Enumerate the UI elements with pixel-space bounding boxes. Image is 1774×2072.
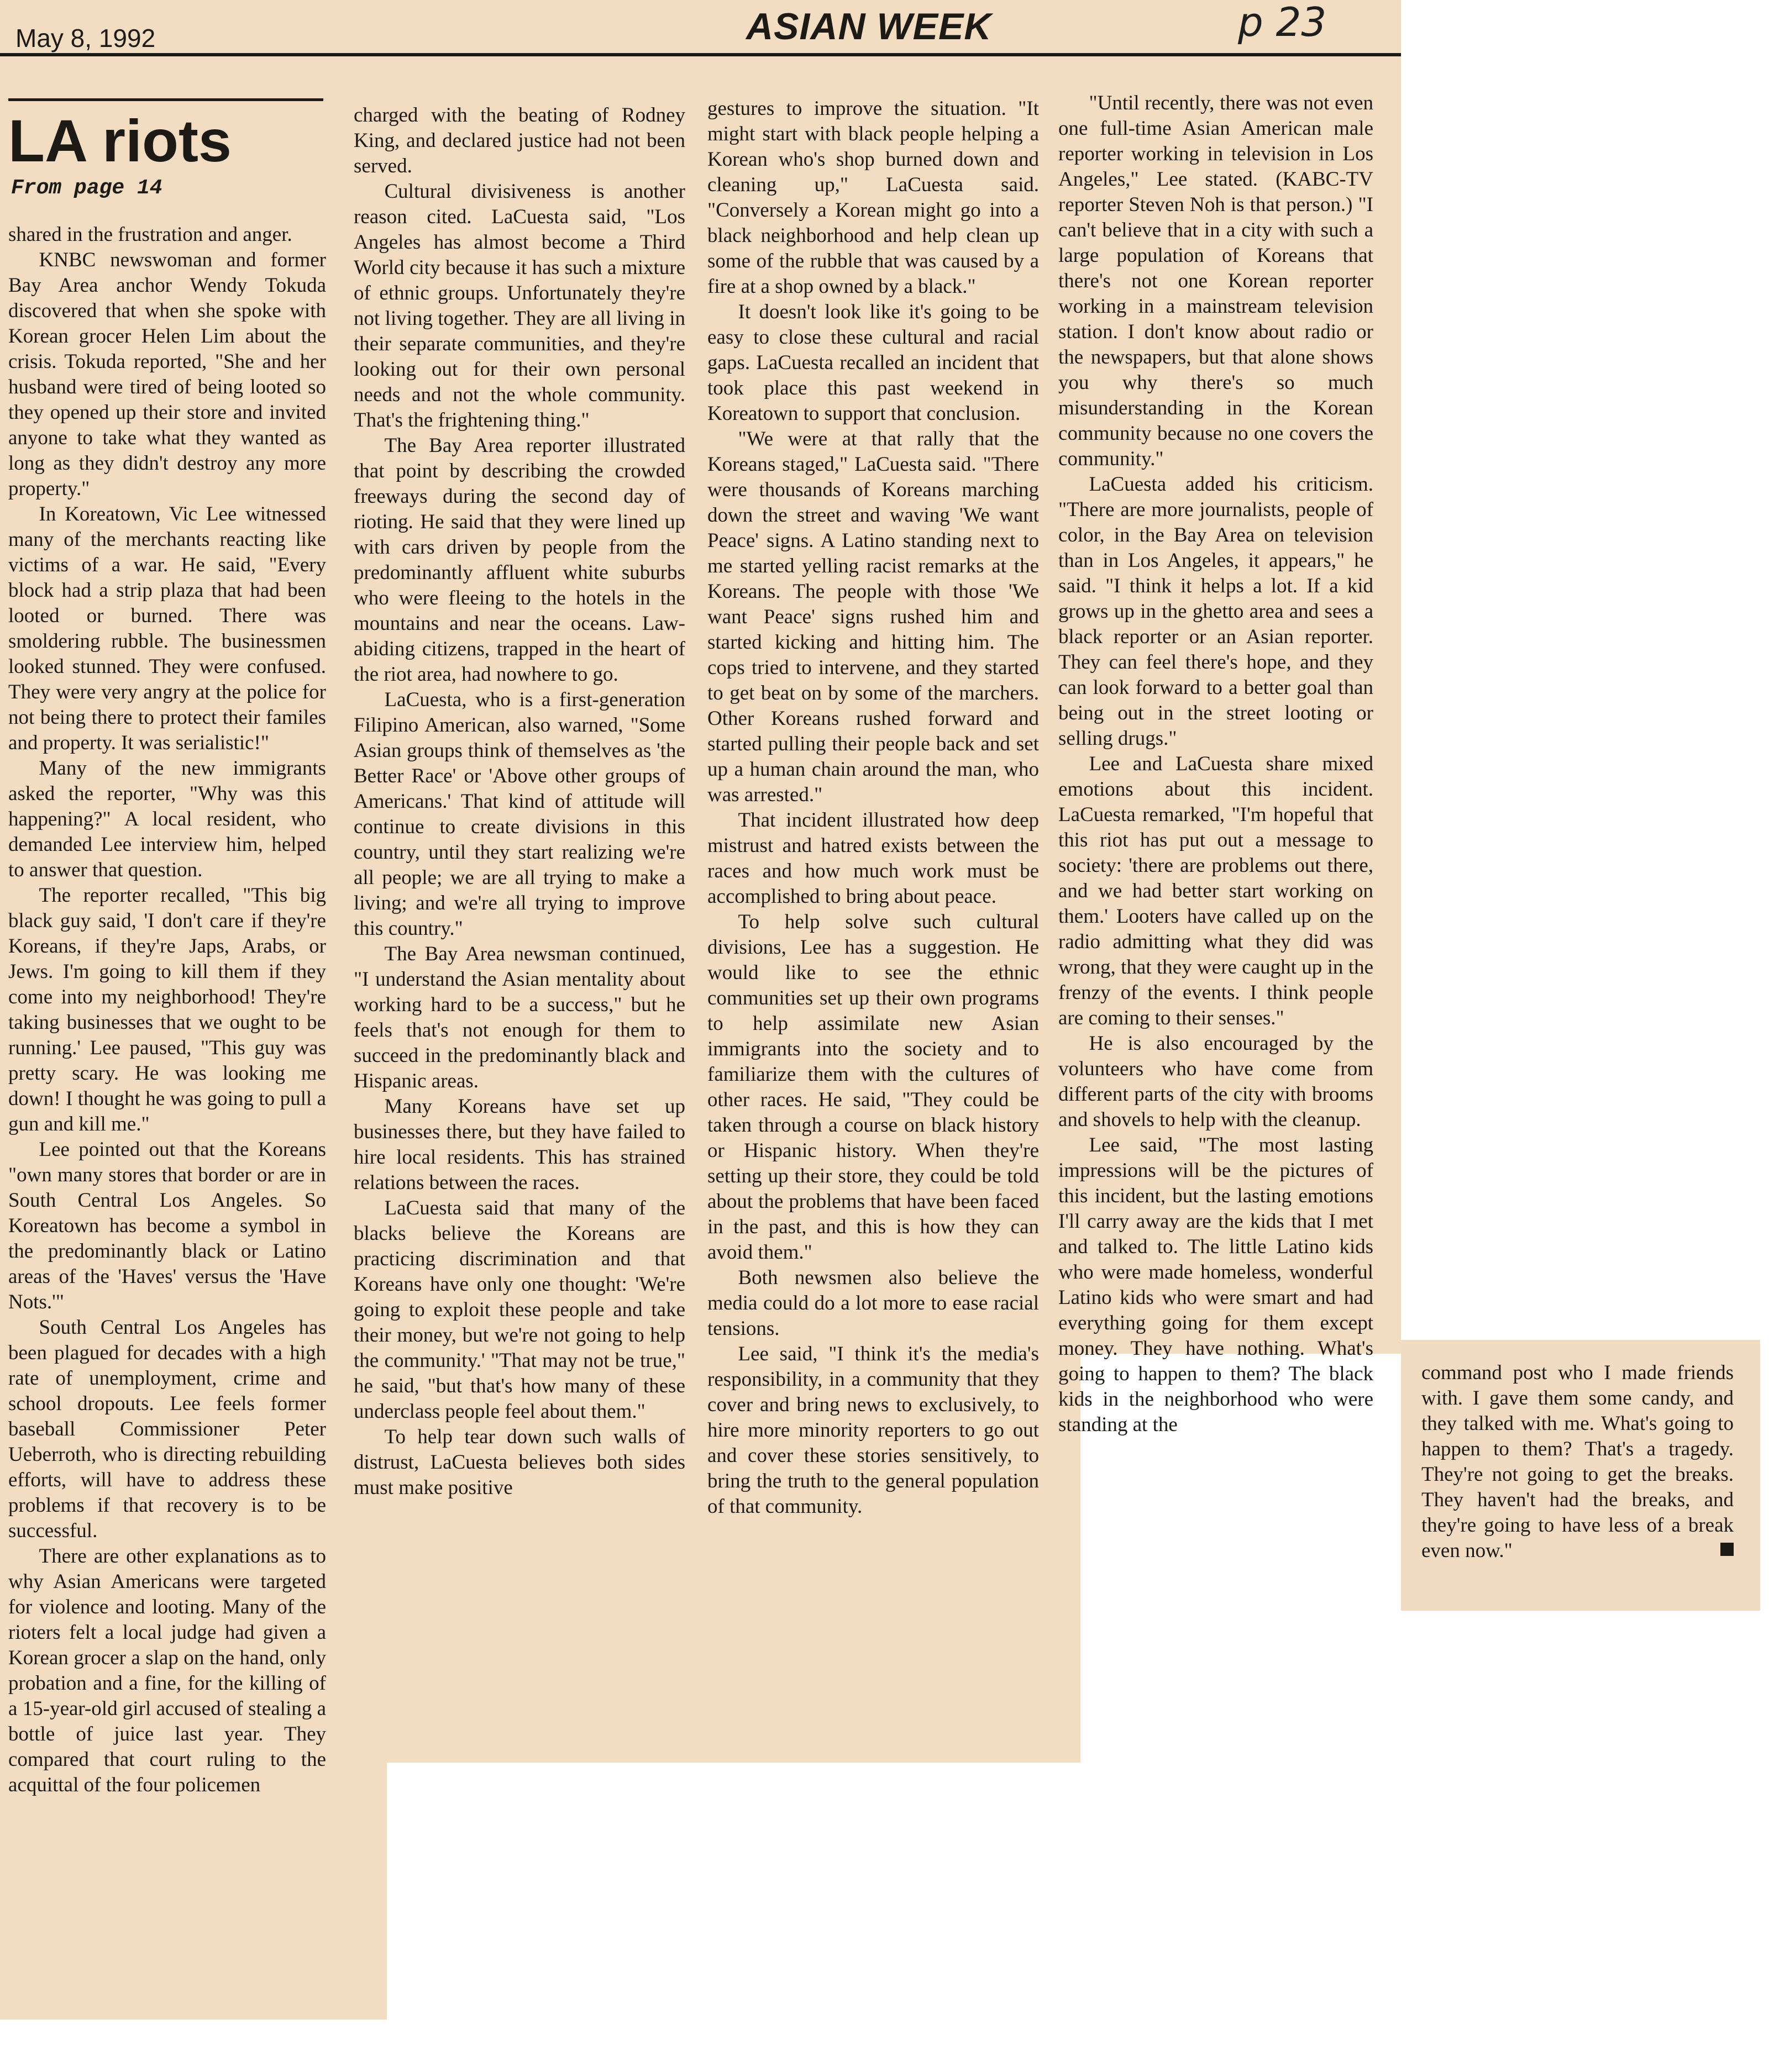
paragraph: It doesn't look like it's going to be easy to close these cultural and racial gaps. LaCuesta recalled an incident that took place this past weekend in Koreatown to support that conclusion. bbox=[707, 301, 1039, 425]
paragraph: South Central Los Angeles has been plagued for decades with a high rate of unemployment, crime and school dropouts. Lee feels former baseball Commissioner Peter Ueberroth, who is directing rebuilding efforts, will have to address these problems if that recovery is to be successful. bbox=[8, 1316, 326, 1542]
paragraph: Lee said, "I think it's the media's responsibility, in a community that they cover and bring news to exclusively, to hire more minority reporters to go out and cover these stories sensitively, to bring the truth to the general population of that community. bbox=[707, 1343, 1039, 1518]
paragraph: gestures to improve the situation. "It might start with black people helping a Korean who's shop burned down and cleaning up," LaCuesta said. "Conversely a Korean might go into a black neighborhood and help clean up some of the rubble that was caused by a fire at a shop owned by a black." bbox=[707, 97, 1039, 298]
publication-date: May 8, 1992 bbox=[15, 24, 156, 52]
handwritten-page-ref: p 23 bbox=[1238, 0, 1327, 45]
article-column-2 bbox=[354, 103, 685, 1501]
masthead-rule bbox=[0, 53, 1401, 56]
paragraph: To help solve such cultural divisions, Lee has a suggestion. He would like to see the ethnic communities set up their own programs to help assimilate new Asian immigrants into the society and to familiarize them with the cultures of other races. He said, "They could be taken through a course on black history or Hispanic history. When they're setting up their store, they could be told about the problems that have been faced in the past, and this is how they can avoid them." bbox=[707, 911, 1039, 1264]
paragraph: LaCuesta, who is a first-generation Filipino American, also warned, "Some Asian groups think of themselves as 'the Better Race' or 'Above other groups of Americans.' That kind of attitude will continue to create divisions in this country, until they start realizing we're all people; we are all trying to make a living; and we're all trying to improve this country." bbox=[354, 688, 685, 940]
paragraph: Lee said, "The most lasting impressions will be the pictures of this incident, but the lasting emotions I'll carry away are the kids that I met and talked to. The little Latino kids who were made homeless, wonderful Latino kids who were smart and had everything going for them except money. They have nothing. What's going to happen to them? The black kids in the neighborhood who were standing at the bbox=[1058, 1134, 1373, 1436]
paragraph: KNBC newswoman and former Bay Area anchor Wendy Tokuda discovered that when she spoke with Korean grocer Helen Lim about the crisis. Tokuda reported, "She and her husband were tired of being looted so they opened up their store and invited anyone to take what they wanted as long as they didn't destroy any more property." bbox=[8, 249, 326, 500]
paragraph: There are other explanations as to why Asian Americans were targeted for violence and looting. Many of the rioters felt a local judge had given a Korean grocer a slap on the hand, only probation and a fine, for the killing of a 15-year-old girl accused of stealing a bottle of juice last year. They compared that court ruling to the acquittal of the four policemen bbox=[8, 1545, 326, 1796]
jump-line: From page 14 bbox=[11, 176, 162, 200]
paragraph: LaCuesta said that many of the blacks believe the Koreans are practicing discrimination and that Koreans have only one thought: 'We're going to exploit these people and take their money, but we're not going to help the community.' "That may not be true," he said, "but that's how many of these underclass people feel about them." bbox=[354, 1197, 685, 1423]
paragraph bbox=[1421, 1360, 1734, 1564]
article-column-continuation bbox=[1421, 1360, 1734, 1564]
paragraph: "We were at that rally that the Koreans staged," LaCuesta said. "There were thousands of Koreans marching down the street and waving 'We want Peace' signs. A Latino standing next to me started yelling racist remarks at the Koreans. The people with those 'We want Peace' signs rushed him and started kicking and hitting him. The cops tried to intervene, and they started to get beat on by some of the marchers. Other Koreans rushed forward and started pulling their people back and set up a human chain around the man, who was arrested." bbox=[707, 428, 1039, 806]
headline-rule bbox=[8, 98, 323, 101]
paragraph: Cultural divisiveness is another reason cited. LaCuesta said, "Los Angeles has almost become a Third World city because it has such a mixture of ethnic groups. Unfortunately they're not living together. They are all living in their separate communities, and they're looking out for their own personal needs and not the whole community. That's the frightening thing." bbox=[354, 180, 685, 432]
paragraph: LaCuesta added his criticism. "There are more journalists, people of color, in the Bay Area on television than in Los Angeles, it appears," he said. "I think it helps a lot. If a kid grows up in the ghetto area and sees a black reporter or an Asian reporter. They can feel there's hope, and they can look forward to a better goal than being out in the street looting or selling drugs." bbox=[1058, 473, 1373, 750]
article-column-1 bbox=[8, 222, 326, 1798]
paragraph-text: command post who I made friends with. I gave them some candy, and they talked with me. What's going to happen to them? That's a tragedy. They're not going to get the breaks. They haven't had the breaks, and they're going to have less of a break even now." bbox=[1421, 1361, 1734, 1562]
clipping-col1-tail-paper bbox=[0, 1763, 387, 2020]
paragraph: He is also encouraged by the volunteers who have come from different parts of the city with brooms and shovels to help with the cleanup. bbox=[1058, 1032, 1373, 1131]
paragraph: Both newsmen also believe the media could do a lot more to ease racial tensions. bbox=[707, 1266, 1039, 1340]
paragraph: To help tear down such walls of distrust, LaCuesta believes both sides must make positive bbox=[354, 1426, 685, 1499]
article-column-3 bbox=[707, 96, 1039, 1519]
paragraph: The Bay Area reporter illustrated that point by describing the crowded freeways during the second day of rioting. He said that they were lined up with cars driven by people from the predominantly affluent white suburbs who were fleeing to the hotels in the mountains and near the oceans. Law-abiding citizens, trapped in the heart of the riot area, had nowhere to go. bbox=[354, 434, 685, 686]
paragraph: Lee pointed out that the Koreans "own many stores that border or are in South Central Los Angeles. So Koreatown has become a symbol in the predominantly black or Latino areas of the 'Haves' versus the 'Have Nots.'" bbox=[8, 1138, 326, 1313]
paragraph: Many of the new immigrants asked the reporter, "Why was this happening?" A local resident, who demanded Lee interview him, helped to answer that question. bbox=[8, 757, 326, 881]
paragraph: That incident illustrated how deep mistrust and hatred exists between the races and how much work must be accomplished to bring about peace. bbox=[707, 809, 1039, 908]
paragraph: charged with the beating of Rodney King, and declared justice had not been served. bbox=[354, 104, 685, 177]
paragraph: In Koreatown, Vic Lee witnessed many of the merchants reacting like victims of a war. He said, "Every block had a strip plaza that had been looted or burned. There was smoldering rubble. The businessmen looked stunned. They were confused. They were very angry at the police for not being there to protect their familes and property. It was serialistic!" bbox=[8, 503, 326, 754]
article-headline: LA riots bbox=[8, 107, 232, 174]
paragraph: The Bay Area newsman continued, "I understand the Asian mentality about working hard to be a success," but he feels that's not enough for them to succeed in the predominantly black and Hispanic areas. bbox=[354, 943, 685, 1092]
paragraph: Many Koreans have set up businesses there, but they have failed to hire local residents. This has strained relations between the races. bbox=[354, 1095, 685, 1194]
paragraph: Lee and LaCuesta share mixed emotions about this incident. LaCuesta remarked, "I'm hopeful that this riot has put out a message to society: 'there are problems out there, and we had better start working on them.' Looters have called up on the radio admitting what they did was wrong, that they were caught up in the frenzy of the events. I think people are coming to their senses." bbox=[1058, 753, 1373, 1029]
publication-title: ASIAN WEEK bbox=[746, 6, 992, 48]
end-mark-icon bbox=[1720, 1543, 1734, 1556]
paragraph: shared in the frustration and anger. bbox=[8, 223, 292, 246]
paragraph: The reporter recalled, "This big black guy said, 'I don't care if they're Koreans, if they're Japs, Arabs, or Jews. I'm going to kill them if they come into my neighborhood! They're taking businesses that we ought to be running.' Lee paused, "This guy was pretty scary. He was looking me down! I thought he was going to pull a gun and kill me." bbox=[8, 884, 326, 1135]
masthead-paper bbox=[0, 0, 1401, 77]
paragraph: "Until recently, there was not even one full-time Asian American male reporter working in television in Los Angeles," Lee stated. (KABC-TV reporter Steven Noh is that person.) "I can't believe that in a city with such a large population of Koreans that there's not one Korean reporter working in a mainstream television station. I don't know about radio or the newspapers, but that alone shows you why there's so much misunderstanding in the Korean community because no one covers the community." bbox=[1058, 92, 1373, 470]
article-column-4 bbox=[1058, 91, 1373, 1438]
